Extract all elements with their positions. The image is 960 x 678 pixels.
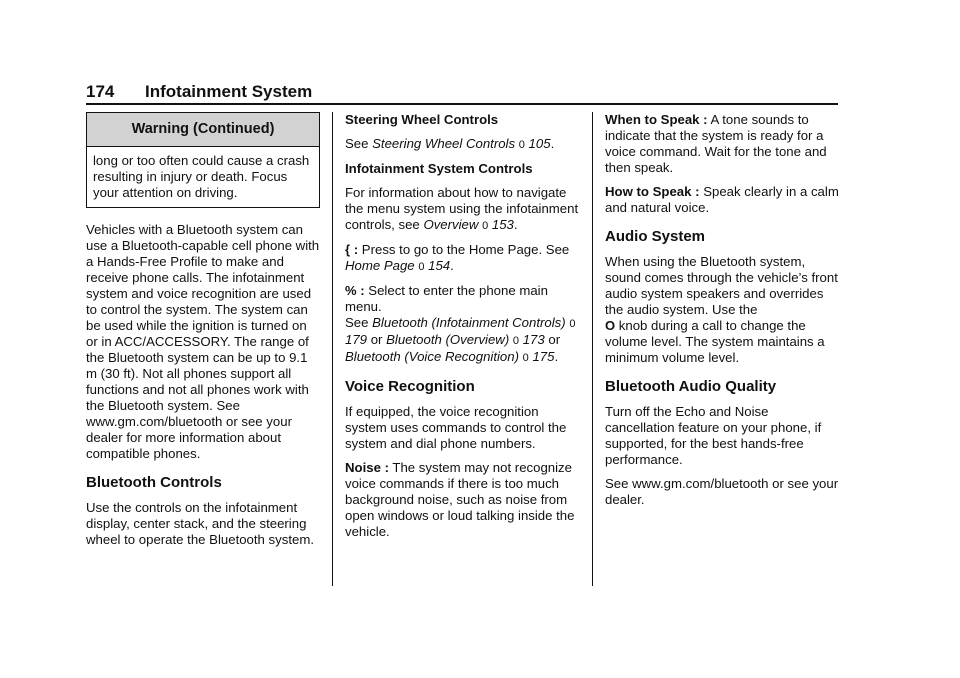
column-3: [605, 112, 839, 516]
page-ref-icon: 0: [522, 352, 529, 364]
section-title: Infotainment System: [145, 82, 313, 101]
column-1: [86, 112, 320, 556]
audio-system-text: When using the Bluetooth system, sound comes through the vehicle’s front audio system speakers and overrides the audio system. Use the O knob during a call to change the volume level. The system maintains a minimum volume level.: [605, 254, 838, 365]
steering-wheel-controls-heading: Steering Wheel Controls: [345, 112, 499, 127]
cross-ref-link[interactable]: Bluetooth (Overview): [386, 332, 510, 347]
page-ref-number[interactable]: 105: [528, 136, 551, 151]
steering-wheel-controls-ref: See Steering Wheel Controls 0 105.: [345, 136, 555, 151]
cross-ref-link[interactable]: Home Page: [345, 258, 415, 273]
header-rule: [86, 103, 838, 105]
phone-item: % : Select to enter the phone main menu. See Bluetooth (Infotainment Controls) 0 179 or Bluetooth (Overview) 0 173 or Bluetooth (Voice Recognition) 0 175.: [345, 283, 576, 364]
warning-title: Warning (Continued): [87, 113, 319, 147]
page-ref-icon: 0: [518, 139, 525, 151]
how-to-speak-item: How to Speak : Speak clearly in a calm and natural voice.: [605, 184, 839, 215]
cross-ref-link[interactable]: Overview: [423, 217, 479, 232]
warning-text: long or too often could cause a crash resulting in injury or death. Focus your attention on driving.: [93, 153, 310, 200]
when-to-speak-item: When to Speak : A tone sounds to indicate that the system is ready for a voice command. Wait for the tone and then speak.: [605, 112, 827, 175]
when-to-speak-term: When to Speak :: [605, 112, 708, 127]
infotainment-controls-heading: Infotainment System Controls: [345, 161, 533, 176]
cross-ref-link[interactable]: Steering Wheel Controls: [372, 136, 516, 151]
page-ref-icon: 0: [418, 261, 425, 273]
column-divider-2: [592, 112, 593, 586]
page-ref-number[interactable]: 153: [491, 217, 514, 232]
page-ref-number[interactable]: 179: [345, 332, 368, 347]
cross-ref-link[interactable]: Bluetooth (Infotainment Controls): [372, 315, 566, 330]
page-ref-icon: 0: [512, 335, 520, 347]
intro-paragraph: Vehicles with a Bluetooth system can use a Bluetooth-capable cell phone with a Hands-Free Profile to make and receive phone calls. The infotainment system and voice recognition are used to control the system. The system can be used while the ignition is turned on or in ACC/ACCESSORY. The range of the Bluetooth system can be up to 9.1 m (30 ft). Not all phones support all functions and not all phones work with the Bluetooth system. See www.gm.com/bluetooth or see your dealer for more information about compatible phones.: [86, 222, 320, 461]
page-ref-number[interactable]: 173: [522, 332, 545, 347]
see-text: See: [345, 136, 369, 151]
noise-term: Noise :: [345, 460, 389, 475]
bluetooth-audio-quality-text: Turn off the Echo and Noise cancellation feature on your phone, if supported, for the best hands-free performance.: [605, 404, 822, 467]
cross-ref-link[interactable]: Bluetooth (Voice Recognition): [345, 349, 519, 364]
voice-recognition-text: If equipped, the voice recognition system uses commands to control the system and dial phone numbers.: [345, 404, 567, 451]
column-2: [345, 112, 579, 548]
page-ref-number[interactable]: 175: [532, 349, 555, 364]
page-ref-icon: 0: [482, 220, 489, 232]
page-ref-number[interactable]: 154: [428, 258, 451, 273]
audio-system-heading: Audio System: [605, 228, 706, 245]
noise-item: Noise : The system may not recognize voice commands if there is too much background noise, such as noise from open windows or loud talking inside the vehicle.: [345, 460, 575, 539]
power-knob-icon: O: [605, 318, 616, 333]
page-ref-icon: 0: [569, 318, 576, 330]
column-divider-1: [332, 112, 333, 586]
warning-box: [86, 112, 320, 208]
home-item: { : Press to go to the Home Page. See Home Page 0 154.: [345, 242, 570, 273]
phone-icon: %: [345, 283, 357, 298]
home-icon: {: [345, 242, 351, 257]
bluetooth-controls-heading: Bluetooth Controls: [86, 474, 222, 491]
how-to-speak-term: How to Speak :: [605, 184, 700, 199]
bluetooth-controls-text: Use the controls on the infotainment display, center stack, and the steering wheel to operate the Bluetooth system.: [86, 500, 314, 547]
voice-recognition-heading: Voice Recognition: [345, 378, 475, 395]
dealer-text: See www.gm.com/bluetooth or see your dealer.: [605, 476, 839, 507]
page-number: 174: [86, 82, 115, 101]
bluetooth-audio-quality-heading: Bluetooth Audio Quality: [605, 378, 777, 395]
infotainment-controls-text: For information about how to navigate the menu system using the infotainment controls, see Overview 0 153.: [345, 185, 579, 232]
